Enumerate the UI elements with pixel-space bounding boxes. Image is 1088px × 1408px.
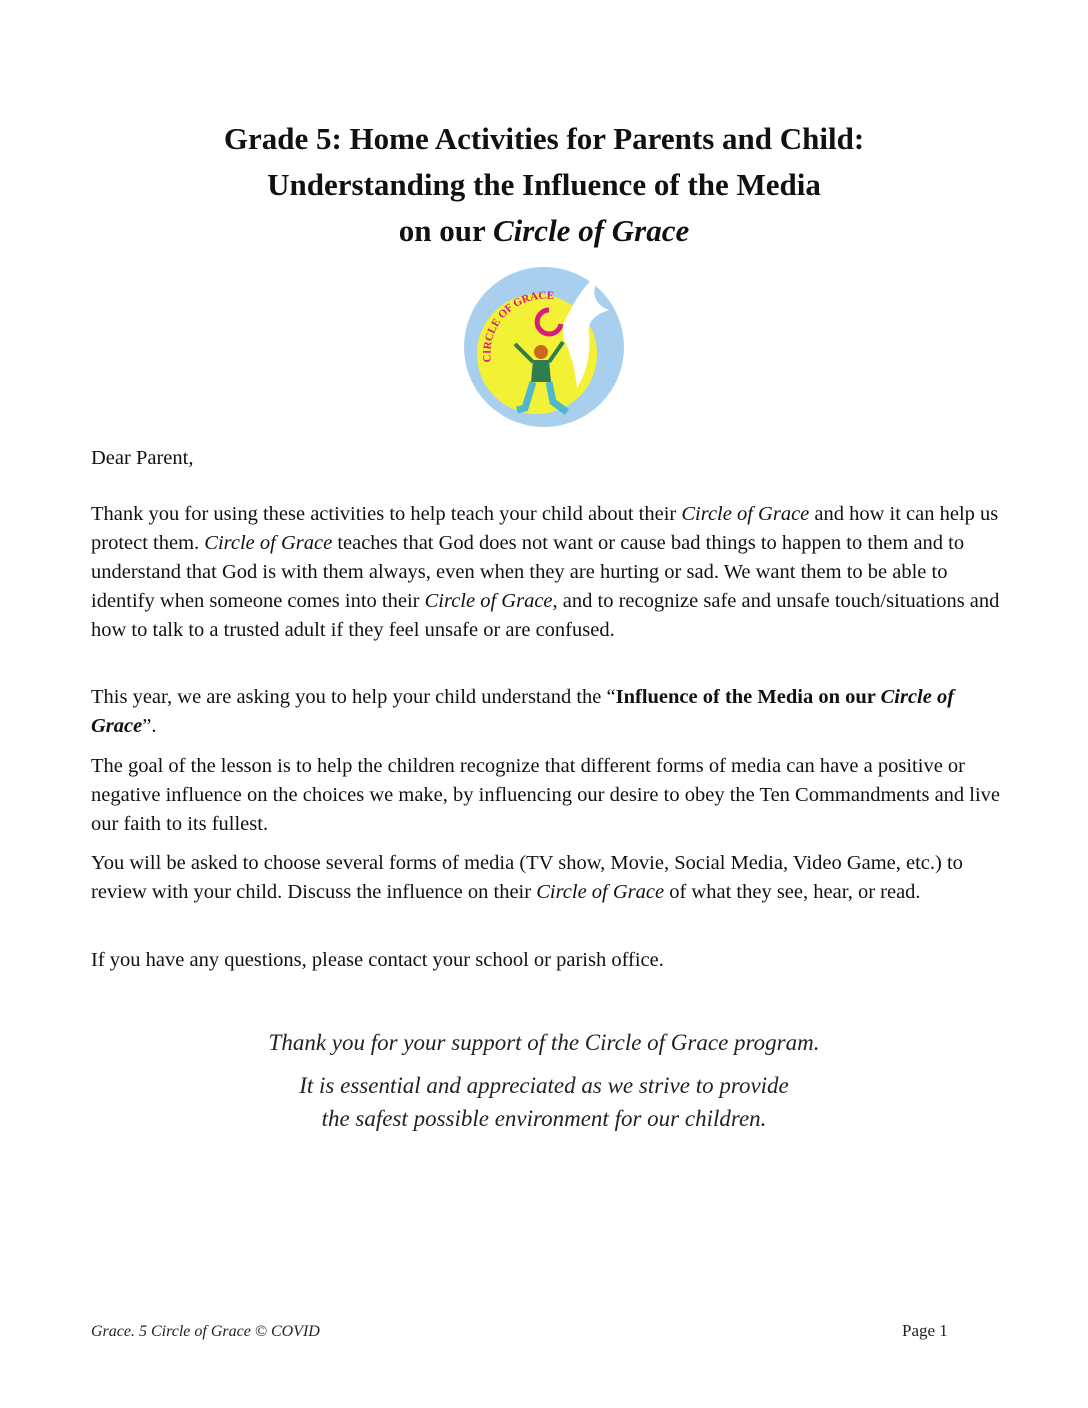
paragraph-1: [91, 500, 1003, 645]
title-line-2: Understanding the Influence of the Media: [267, 167, 821, 202]
footer-left: Grace. 5 Circle of Grace © COVID: [91, 1323, 320, 1340]
title-line-1: Grade 5: Home Activities for Parents and Child:: [223, 121, 865, 156]
p4-suffix: of what they see, hear, or read.: [664, 881, 921, 903]
page-number: Page 1: [902, 1321, 948, 1340]
figure-head-icon: [534, 345, 548, 359]
paragraph-5-text: If you have any questions, please contact your school or parish office.: [91, 949, 664, 971]
circle-of-grace-italic: Circle of Grace: [681, 503, 810, 525]
p4-italic: Circle of Grace: [536, 881, 665, 903]
p2-prefix: This year, we are asking you to help your child understand the “: [91, 686, 616, 708]
paragraph-4: [91, 849, 1003, 907]
paragraph-1-text: [91, 500, 1003, 645]
closing-line-3: the safest possible environment for our children.: [321, 1106, 767, 1131]
circle-of-grace-italic: Circle of Grace: [204, 532, 333, 554]
circle-of-grace-logo-icon: [459, 262, 629, 432]
circle-of-grace-italic: Circle of Grace: [424, 590, 553, 612]
closing-line-1: Thank you for your support of the Circle of Grace program.: [268, 1030, 820, 1055]
paragraph-1-segment: teaches that God does not want or cause bad things to happen to them and to understand that God is with them always, even when they are hurting or sad. We want them to be able to identify when someone comes into their: [91, 532, 965, 612]
closing-line-2: It is essential and appreciated as we strive to provide: [299, 1073, 789, 1098]
figure-shirt-icon: [531, 360, 551, 382]
paragraph-3: [91, 752, 1003, 839]
paragraph-1-segment: Thank you for using these activities to help teach your child about their: [91, 503, 682, 525]
p2-bold: Influence of the Media on our: [615, 686, 881, 708]
paragraph-1-segment: , and to recognize safe and unsafe touch/situations and how to talk to a trusted adult if they feel unsafe or are confused.: [91, 590, 1000, 641]
logo-text: CIRCLE OF GRACE: [481, 289, 555, 363]
p2-bold-italic: Circle of Grace: [91, 686, 955, 737]
paragraph-3-text: The goal of the lesson is to help the children recognize that different forms of media can have a positive or negative influence on the choices we make, by influencing our desire to obey the Ten Commandments and live our faith to its fullest.: [91, 755, 1001, 835]
closing-message: [100, 1026, 988, 1145]
title-line-3-italic: Circle of Grace: [492, 213, 690, 248]
p4-prefix: You will be asked to choose several forms of media (TV show, Movie, Social Media, Video Game, etc.) to review with your child. Discuss the influence on their: [91, 852, 963, 903]
p2-suffix: ”.: [142, 715, 157, 737]
paragraph-5: [91, 946, 1003, 975]
paragraph-1-segment: and how it can help us protect them.: [91, 503, 999, 554]
salutation: Dear Parent,: [91, 447, 194, 469]
title-line-3-prefix: on our: [398, 213, 493, 248]
title-line-3: [60, 208, 1028, 254]
paragraph-2: [91, 683, 1003, 741]
page-title: [60, 116, 1028, 254]
